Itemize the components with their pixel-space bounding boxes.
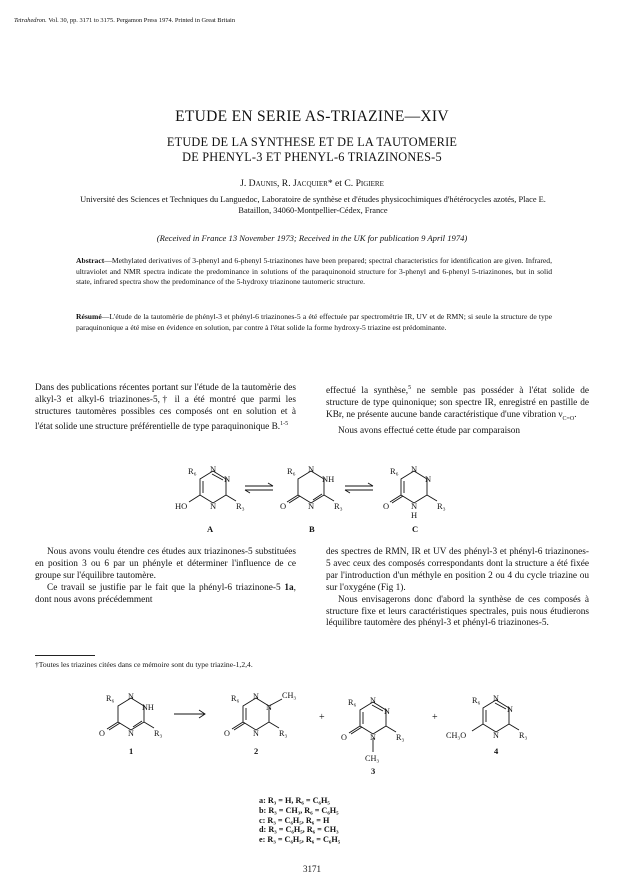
legend-row-a: a: R₃ = H, R₆ = C₆H₅ bbox=[259, 796, 330, 805]
c-r3: R₃ bbox=[437, 501, 446, 511]
b-n4: N bbox=[308, 501, 315, 511]
c-n1: N bbox=[411, 464, 418, 474]
plus-sign-1: + bbox=[319, 712, 325, 723]
journal-info: Vol. 30, pp. 3171 to 3175. Pergamon Press 1974. Printed in Great Britain bbox=[48, 17, 236, 24]
subscript-co: C=O bbox=[562, 415, 575, 422]
c2-r6: R₆ bbox=[231, 694, 240, 703]
c1-o: O bbox=[99, 729, 105, 738]
label-compound-4: 4 bbox=[494, 746, 499, 756]
c3-n1: N bbox=[370, 696, 376, 705]
label-compound-2: 2 bbox=[254, 746, 259, 756]
paragraph-6: des spectres de RMN, IR et UV des phényl-3 et phényl-6 triazinones-5 avec ceux des composés correspondants dont la structure a été fixée par l'introduction d'un méthyle en position 2 ou 4 du cycle triazine ou sur l'oxygéne (Fig 1). bbox=[326, 547, 589, 593]
affiliation: Université des Sciences et Techniques du Languedoc, Laboratoire de synthèse et d'études physicochimiques d'hétérocycles azotés, Place E. Bataillon, 34060-Montpellier-Cédex, France bbox=[80, 195, 546, 215]
b-r6: R₆ bbox=[287, 466, 296, 476]
c1-n4: N bbox=[128, 729, 134, 738]
c4-r3: R₃ bbox=[519, 731, 528, 740]
label-b: B bbox=[309, 524, 315, 534]
c-n2: N bbox=[425, 474, 432, 484]
subtitle-line-1: ETUDE DE LA SYNTHESE ET DE LA TAUTOMERIE bbox=[166, 135, 458, 149]
c3-r3: R₃ bbox=[396, 733, 405, 742]
author-sep-2: et bbox=[332, 178, 345, 189]
a-n1: N bbox=[210, 464, 217, 474]
c2-n2: N bbox=[266, 703, 272, 712]
ref-5: 5 bbox=[408, 385, 412, 391]
legend-row-e: e: R₃ = C₆H₅, R₆ = C₆H₅ bbox=[259, 835, 341, 845]
c-o: O bbox=[383, 501, 390, 511]
c4-n4: N bbox=[493, 731, 499, 740]
c3-ch3: CH₃ bbox=[365, 754, 380, 763]
legend-row-b: b: R₃ = CH₃, R₆ = C₆H₅ bbox=[259, 805, 339, 815]
c3-o: O bbox=[341, 733, 347, 742]
author-3: C. Pigiere bbox=[344, 178, 384, 189]
resume-keyword: Résumé bbox=[76, 312, 102, 321]
b-nh: NH bbox=[322, 474, 335, 484]
equilibrium-arrows bbox=[245, 483, 373, 493]
c3-n4: N bbox=[370, 733, 376, 742]
received-dates: (Received in France 13 November 1973; Received in the UK for publication 9 April 1974) bbox=[156, 233, 468, 243]
tautomer-scheme bbox=[0, 452, 624, 542]
author-list bbox=[0, 178, 624, 189]
substituent-legend bbox=[259, 796, 340, 845]
paragraph-4: Nous avons voulu étendre ces études aux triazinones-5 substituées en position 3 ou 6 par un phényle et déterminer l'influence de ce groupe sur l'équilibre tautomère. bbox=[35, 547, 296, 581]
compound-1a: 1a bbox=[284, 582, 294, 593]
c3-r6: R₆ bbox=[348, 698, 357, 707]
author-1: J. Daunis bbox=[240, 178, 277, 189]
author-sep-1: , bbox=[277, 178, 282, 189]
paragraph-2: effectué la synthèse,$^5$ ne semble pas posséder à l'état solide de structure de type quinonique; son spectre IR, enregistré en pastille de KBr, ne présente aucune bande caractéristique d'une vibration $\nu_{C=O}$. bbox=[326, 385, 589, 422]
b-r3: R₃ bbox=[334, 501, 343, 511]
c-n4: N bbox=[411, 501, 418, 511]
c1-nh: NH bbox=[142, 703, 154, 712]
c2-r3: R₃ bbox=[279, 729, 288, 738]
a-ho: HO bbox=[175, 501, 188, 511]
a-r6: R₆ bbox=[188, 466, 197, 476]
c4-n1: N bbox=[493, 694, 499, 703]
body-column-right-top bbox=[326, 383, 589, 438]
resume bbox=[76, 312, 552, 333]
b-o: O bbox=[280, 501, 287, 511]
body-column-left-top bbox=[35, 383, 296, 434]
c1-r6: R₆ bbox=[106, 694, 115, 703]
c2-n1: N bbox=[253, 692, 259, 701]
label-compound-1: 1 bbox=[129, 746, 134, 756]
author-2: R. Jacquier* bbox=[281, 178, 333, 189]
a-n4: N bbox=[210, 501, 217, 511]
abstract-keyword: Abstract bbox=[76, 256, 105, 265]
c2-ch3: CH₃ bbox=[282, 691, 297, 700]
journal-name: Tetrahedron. bbox=[14, 17, 47, 24]
reaction-arrow bbox=[174, 710, 205, 718]
a-r3: R₃ bbox=[236, 501, 245, 511]
subtitle-line-2: DE PHENYL-3 ET PHENYL-6 TRIAZINONES-5 bbox=[182, 150, 442, 164]
ref-1-5: 1-5 bbox=[280, 420, 289, 427]
a-n2: N bbox=[224, 474, 231, 484]
plus-sign-2: + bbox=[432, 712, 438, 723]
b-n1: N bbox=[308, 464, 315, 474]
footnote-rule bbox=[35, 655, 95, 656]
c4-r6: R₆ bbox=[472, 696, 481, 705]
paragraph-1: Dans des publications récentes portant sur l'étude de la tautomèrie des alkyl-3 et alkyl-6 triazinones-5,† il a été montré que parmi les structures tautomères possibles ces composés ont en solution et à l'état solide une structure préférentielle de type paraquinonique B.$^{1-5}$ bbox=[35, 383, 296, 432]
c4-ch3o: CH₃O bbox=[446, 731, 467, 740]
abstract bbox=[76, 256, 552, 288]
paper-subtitle bbox=[0, 135, 624, 165]
c2-n4: N bbox=[253, 729, 259, 738]
c4-n2: N bbox=[507, 705, 513, 714]
c1-r3: R₃ bbox=[154, 729, 163, 738]
label-c: C bbox=[412, 524, 419, 534]
label-a: A bbox=[207, 524, 214, 534]
body-column-left-bottom bbox=[35, 547, 296, 607]
journal-header bbox=[14, 17, 235, 24]
paper-title: ETUDE EN SERIE AS-TRIAZINE—XIV bbox=[175, 108, 449, 125]
c2-o: O bbox=[224, 729, 230, 738]
legend-row-d: d: R₃ = C₆H₅, R₆ = CH₃ bbox=[259, 825, 339, 835]
resume-text: —L'étude de la tautomèrie de phényl-3 et phényl-6 triazinones-5 a été effectuée par spectrométrie IR, UV et de RMN; si seule la structure de type paraquinonique a été mise en évidence en solution, par contre à l'état solide la forme hydroxy-5 triazine est prédominante. bbox=[76, 312, 552, 332]
paragraph-3: Nous avons effectué cette étude par comparaison bbox=[338, 425, 521, 436]
c-h: H bbox=[411, 510, 418, 520]
c3-n2: N bbox=[384, 707, 390, 716]
label-compound-3: 3 bbox=[371, 766, 376, 776]
page-number: 3171 bbox=[303, 864, 321, 874]
methylation-scheme bbox=[0, 688, 624, 798]
abstract-text: —Methylated derivatives of 3-phenyl and 6-phenyl 5-triazinones have been prepared; spectral characteristics for identification are given. Infrared, ultraviolet and NMR spectra indicate the predominance in solutions of the paraquinonoid structure for 3-phenyl and 6-phenyl 5-triazinones, but in solid state, infrared spectra show the predominance of the 5-hydroxy triazinone tautomeric structure. bbox=[76, 256, 552, 287]
c-r6: R₆ bbox=[390, 466, 399, 476]
paragraph-7: Nous envisagerons donc d'abord la synthèse de ces composés à structure fixe et leurs caractéristiques spectrales, puis nous étudierons léquilibre tautomère des phényl-3 et phényl-6 triazinones-5. bbox=[326, 594, 589, 629]
paragraph-5: Ce travail se justifie par le fait que la phényl-6 triazinone-5 1a, dont nous avons précédemment bbox=[35, 582, 296, 605]
body-column-right-bottom bbox=[326, 547, 589, 630]
compound-2-structure bbox=[232, 698, 282, 730]
c1-n1: N bbox=[128, 692, 134, 701]
legend-row-c: c: R₃ = C₆H₅, R₆ = H bbox=[259, 815, 330, 825]
footnote: †Toutes les triazines citées dans ce mémoire sont du type triazine-1,2,4. bbox=[35, 660, 253, 669]
